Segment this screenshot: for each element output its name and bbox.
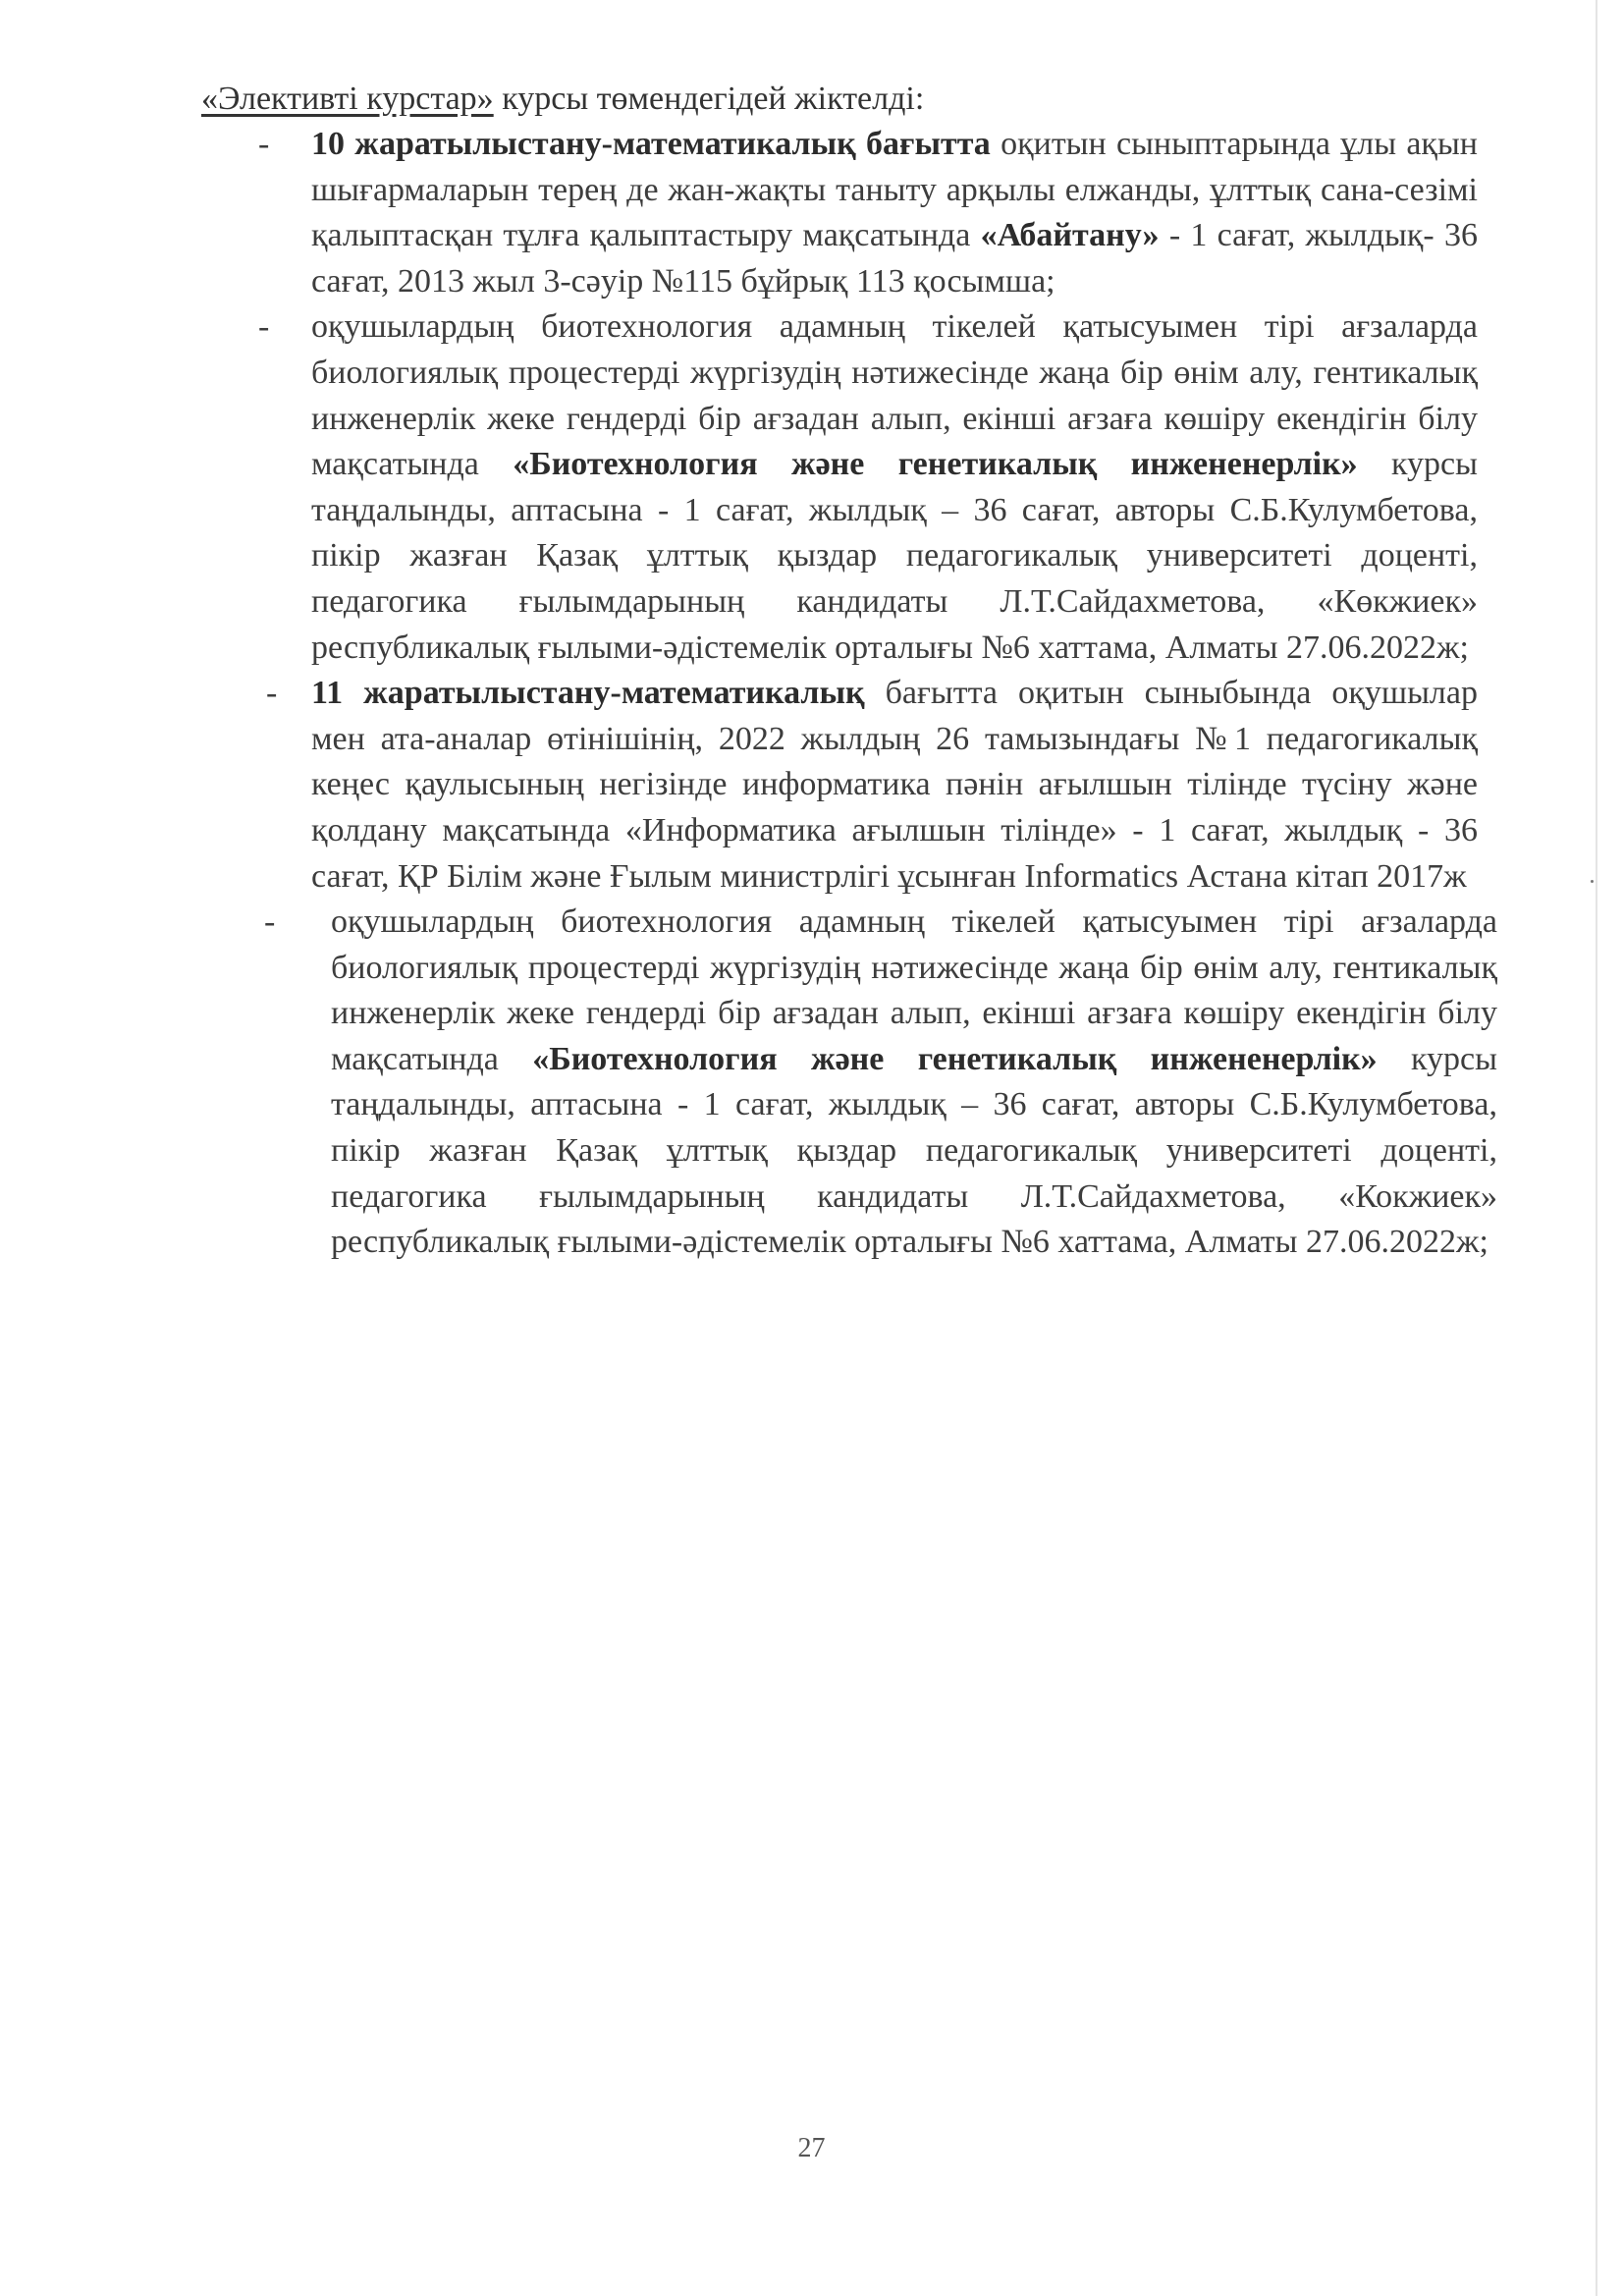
item-text: оқушылардың биотехнология адамның тікелей қатысуымен тірі ағзаларда биологиялық процестерді жүргізудің нәтижесінде жаңа бір өнім алу, гентикалық инженерлік жеке гендерді бір ағзадан алып, екінші ағзаға көшіру екендігін білу мақсатында: [331, 903, 1497, 1077]
list-dash: -: [266, 675, 278, 712]
item-bold-text: 11 жаратылыстану-математикалық: [311, 675, 865, 712]
page-number: 27: [797, 2133, 826, 2163]
item-text: оқитын сыныптарында ұлы ақын шығармаларын терең де жан-жақты таныту арқылы елжанды, ұлттық сана-сезімі қалыптасқан тұлға қалыптастыру мақсатында: [311, 126, 1478, 254]
list-item: [201, 671, 1497, 900]
list-dash: -: [264, 903, 276, 941]
list-dash: -: [258, 308, 270, 346]
intro-line: [201, 77, 1497, 122]
item-text: курсы таңдалынды, аптасына - 1 сағат, жылдық – 36 сағат, авторы С.Б.Кулумбетова, пікір жазған Қазақ ұлттық қыздар педагогикалық университеті доценті, педагогика ғылымдарының кандидаты Л.Т.Сайдахметова, «Кокжиек» республикалық ғылыми-әдістемелік орталығы №6 хаттама, Алматы 27.06.2022ж;: [331, 1040, 1497, 1261]
list-item: [201, 900, 1497, 1266]
intro-text: курсы төмендегідей жіктелді:: [493, 81, 925, 117]
item-text: оқушылардың биотехнология адамның тікелей қатысуымен тірі ағзаларда биологиялық процестерді жүргізудің нәтижесінде жаңа бір өнім алу, гентикалық инженерлік жеке гендерді бір ағзадан алып, екінші ағзаға көшіру екендігін білу мақсатында: [311, 308, 1478, 483]
document-body: [201, 77, 1497, 1266]
elective-courses-title: «Элективті курстар»: [201, 81, 494, 117]
item-text: бағытта оқитын сыныбында оқушылар мен ата-аналар өтінішінің, 2022 жылдың 26 тамызындағы №1 педагогикалық кеңес қаулысының негізінде информатика пәнін ағылшын тілінде түсіну және қолдану мақсатында «Информатика ағылшын тілінде» - 1 сағат, жылдық - 36 сағат, ҚР Білім және Ғылым министрлігі ұсынған Informatics Астана кітап 2017ж: [311, 675, 1478, 895]
item-text: - 1 сағат, жылдық- 36 сағат, 2013 жыл 3-сәуір №115 бұйрық 113 қосымша;: [311, 217, 1478, 300]
list-item: [201, 304, 1497, 671]
scan-mark: [1591, 880, 1594, 883]
list-dash: -: [258, 126, 270, 162]
item-bold-text: «Биотехнология және генетикалық инжененерлік»: [513, 446, 1358, 483]
item-bold-text: 10 жаратылыстану-математикалық бағытта: [311, 126, 991, 162]
page-edge-line: [1596, 0, 1597, 2296]
item-text: курсы таңдалынды, аптасына - 1 сағат, жылдық – 36 сағат, авторы С.Б.Кулумбетова, пікір жазған Қазақ ұлттық қыздар педагогикалық университеті доценті, педагогика ғылымдарының кандидаты Л.Т.Сайдахметова, «Көкжиек» республикалық ғылыми-әдістемелік орталығы №6 хаттама, Алматы 27.06.2022ж;: [311, 446, 1478, 666]
list-item: [201, 122, 1497, 304]
course-list: [201, 122, 1497, 1266]
item-bold-text: «Абайтану»: [980, 217, 1160, 254]
item-bold-text: «Биотехнология және генетикалық инжененерлік»: [532, 1040, 1378, 1077]
